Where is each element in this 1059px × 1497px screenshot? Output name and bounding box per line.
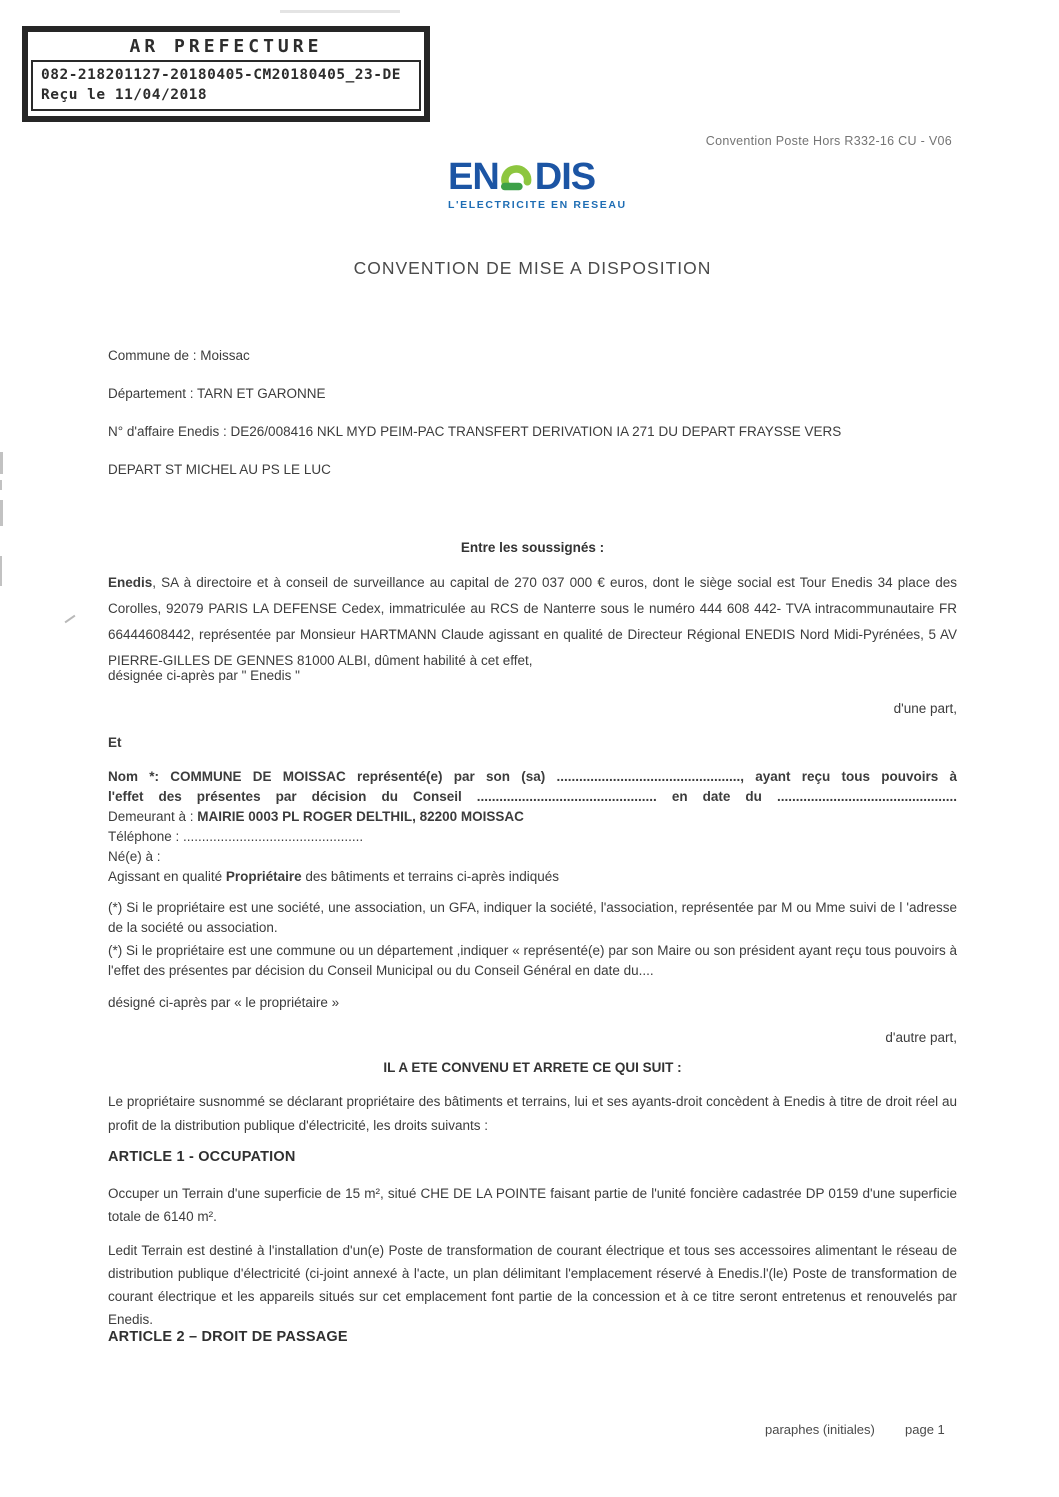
owner-address-line: [108, 807, 957, 827]
owner-name-line-1: Nom *: COMMUNE DE MOISSAC représenté(e) par son (sa) ................................................., ayant reçu tous pouvoirs à: [108, 769, 957, 784]
agreement-intro-paragraph: Le propriétaire susnommé se déclarant propriétaire des bâtiments et terrains, lui et ses ayants-droit concèdent à Enedis à titre de droit réel au profit de la distribution publique d'électricité, les droits suivants :: [108, 1094, 957, 1133]
commune-line: Commune de : Moissac: [108, 348, 250, 363]
scan-artifact: [0, 556, 2, 586]
enedis-party-paragraph: [108, 570, 957, 674]
prefecture-stamp: [22, 26, 430, 122]
designee-line: désignée ci-après par " Enedis ": [108, 668, 300, 683]
article-1-paragraph-2: Ledit Terrain est destiné à l'installation d'un(e) Poste de transformation de courant électrique et tous ses accessoires alimentant le réseau de distribution publique d'électricité (ci-joint annexé à l'acte, un plan délimitant l'emplacement réservé à Enedis.l'(le) Poste de transformation de courant électrique et les appareils situés sur cet emplacement font partie de la concession et à ce titre seront entretenus et renouvelés par Enedis.: [108, 1243, 957, 1327]
article-2-heading: ARTICLE 2 – DROIT DE PASSAGE: [108, 1329, 348, 1345]
enedis-tagline: L'ELECTRICITE EN RESEAU: [448, 199, 627, 211]
dautre-part-line: d'autre part,: [885, 1030, 957, 1045]
affaire-line-1: N° d'affaire Enedis : DE26/008416 NKL MYD PEIM-PAC TRANSFERT DERIVATION IA 271 DU DEPART FRAYSSE VERS: [108, 424, 842, 439]
scan-artifact: [0, 500, 3, 526]
enedis-wordmark: [448, 158, 668, 196]
departement-line: Département : TARN ET GARONNE: [108, 386, 326, 401]
scan-smudge: [280, 10, 400, 13]
owner-identity-block: [108, 767, 957, 887]
affaire-line-2: DEPART ST MICHEL AU PS LE LUC: [108, 462, 331, 477]
article-1-heading: ARTICLE 1 - OCCUPATION: [108, 1149, 296, 1165]
enedis-party-name: Enedis: [108, 575, 153, 590]
stamp-received-date: Reçu le 11/04/2018: [41, 87, 208, 103]
owner-phone-line: Téléphone : ................................................: [108, 829, 364, 844]
capacity-post: des bâtiments et terrains ci-après indiqués: [301, 869, 560, 884]
scan-mark: [65, 615, 76, 624]
agreement-heading: IL A ETE CONVENU ET ARRETE CE QUI SUIT :: [383, 1060, 682, 1075]
owner-birth-line: Né(e) à :: [108, 849, 161, 864]
stamp-inner-box: [31, 60, 421, 111]
parties-heading: Entre les soussignés :: [460, 540, 605, 555]
footnote-1: (*) Si le propriétaire est une société, une association, un GFA, indiquer la société, l'association, représentée par M ou Mme suivi de l 'adresse de la société ou association.: [108, 900, 957, 935]
enedis-e-icon: [500, 161, 534, 195]
stamp-reference: 082-218201127-20180405-CM20180405_23-DE: [41, 67, 401, 83]
enedis-logo: [448, 158, 668, 211]
scan-artifact: [0, 452, 3, 474]
designe-line: désigné ci-après par « le propriétaire »: [108, 995, 340, 1010]
enedis-party-text: , SA à directoire et à conseil de surveillance au capital de 270 037 000 € euros, dont le siège social est Tour Enedis 34 place des Corolles, 92079 PARIS LA DEFENSE Cedex, immatriculée au RCS de Nanterre sous le numéro 444 608 442- TVA intracommunautaire FR 66444608442, représentée par Monsieur HARTMANN Claude agissant en qualité de Directeur Régional ENEDIS Nord Midi-Pyrénées, 5 AV PIERRE-GILLES DE GENNES 81000 ALBI, dûment habilité à cet effet,: [108, 575, 957, 668]
footnote-2: (*) Si le propriétaire est une commune ou un département ,indiquer « représenté(e) par son Maire ou son président ayant reçu tous pouvoirs à l'effet des présentes par décision du Conseil Municipal ou du Conseil Général en date du....: [108, 943, 957, 978]
article-1-paragraph-1: Occuper un Terrain d'une superficie de 15 m², situé CHE DE LA POINTE faisant partie de l'unité foncière cadastrée DP 0159 d'une superficie totale de 6140 m².: [108, 1186, 957, 1224]
logo-text-suffix: DIS: [534, 156, 596, 198]
document-reference: Convention Poste Hors R332-16 CU - V06: [705, 134, 952, 148]
logo-text-prefix: EN: [448, 156, 499, 198]
capacity-pre: Agissant en qualité: [108, 869, 226, 884]
address-value: MAIRIE 0003 PL ROGER DELTHIL, 82200 MOISSAC: [197, 809, 524, 824]
dune-part-line: d'une part,: [893, 701, 957, 716]
scan-artifact: [0, 480, 2, 490]
footnotes-block: [108, 898, 957, 981]
address-label: Demeurant à :: [108, 809, 198, 824]
footer-paraphes-label: paraphes (initiales): [765, 1422, 875, 1437]
footer-page-number: page 1: [905, 1422, 945, 1437]
owner-name-line-2: l'effet des présentes par décision du Conseil ................................................ en date du ................................................: [108, 789, 957, 804]
capacity-bold: Propriétaire: [225, 869, 302, 884]
et-label: Et: [108, 735, 122, 750]
owner-capacity-line: [108, 867, 957, 887]
stamp-title: AR PREFECTURE: [129, 36, 323, 57]
document-title: CONVENTION DE MISE A DISPOSITION: [353, 258, 712, 278]
